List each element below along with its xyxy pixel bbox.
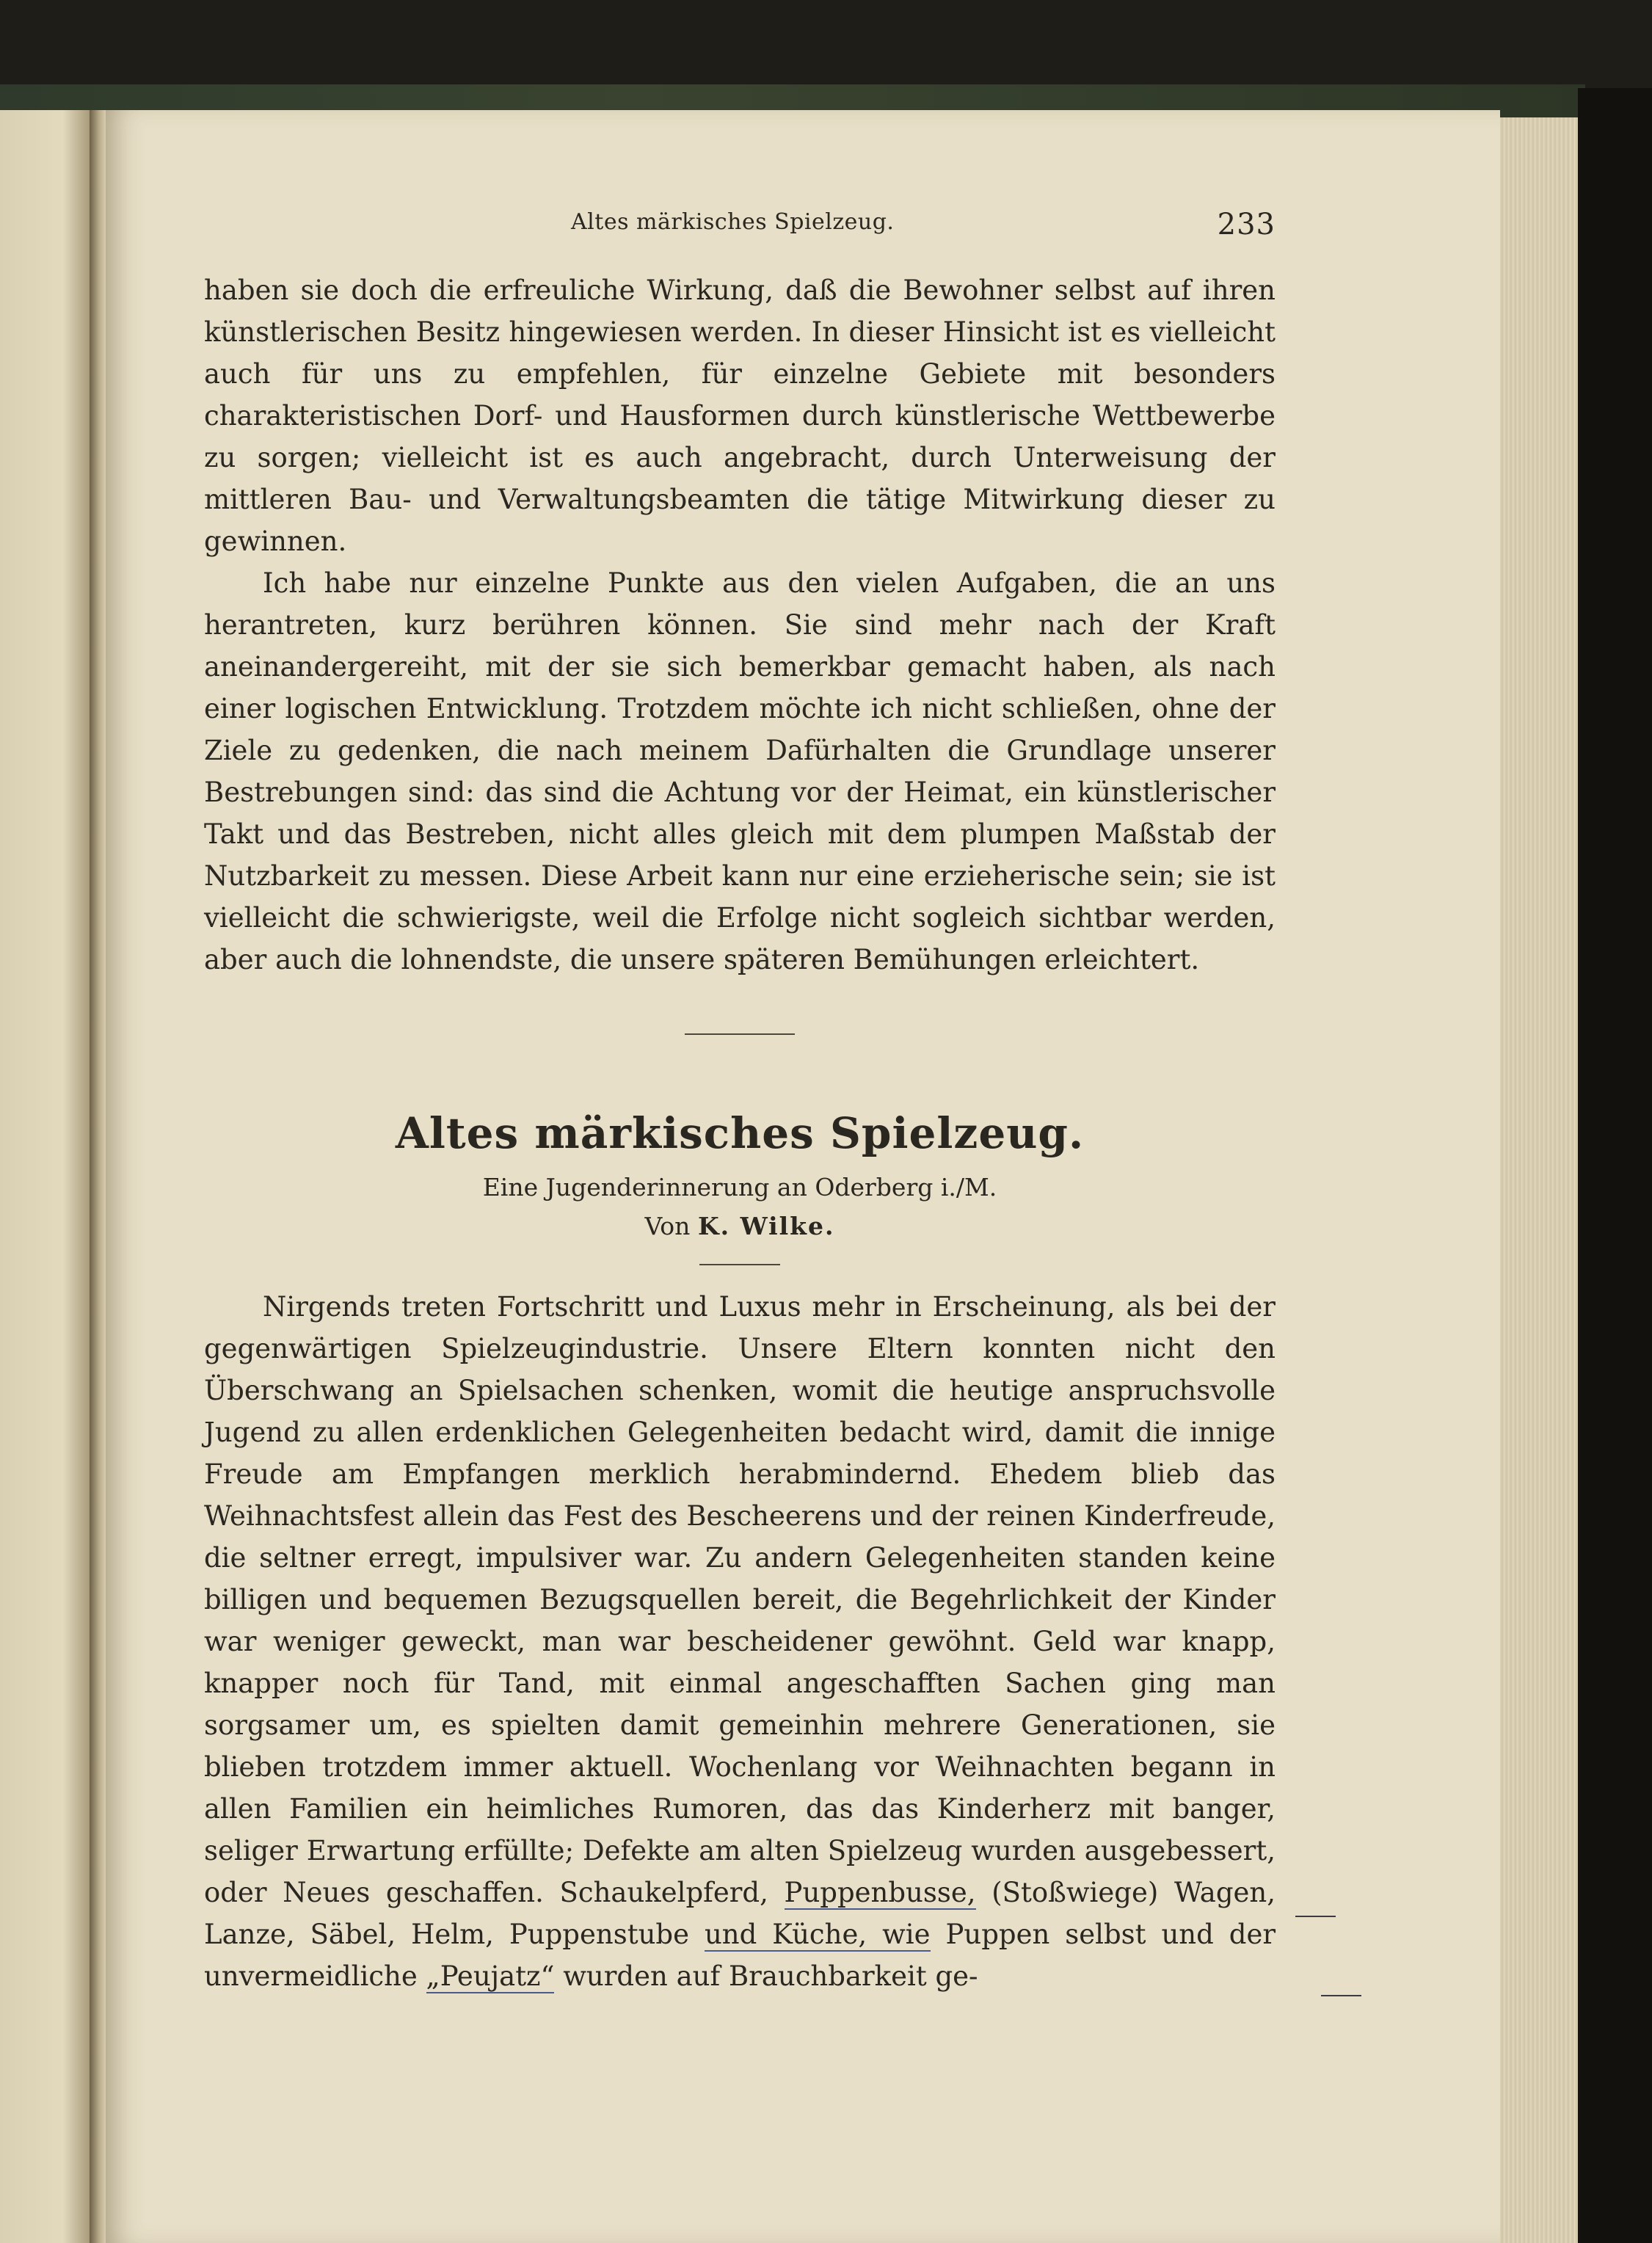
book-gutter — [90, 110, 106, 2243]
article-text-2: (Stoßwiege) Wagen, Lanze, Säbel, Helm, Puppenstube — [204, 1877, 1276, 1950]
author-name: K. Wilke. — [697, 1212, 835, 1240]
author-prefix: Von — [644, 1212, 691, 1240]
article-paragraph — [204, 1286, 1276, 1997]
running-head — [204, 209, 1276, 247]
article-text-1: Nirgends treten Fortschritt und Luxus mehr in Erscheinung, als bei der gegenwärtigen Spielzeugindustrie. Unsere Eltern konnten nicht den Überschwang an Spielsachen schenken, womit die heutige anspruchsvolle Jugend zu allen erdenklichen Gelegenheiten bedacht wird, damit die innige Freude am Empfangen merklich herabmindernd. Ehedem blieb das Weihnachtsfest allein das Fest des Bescheerens und der reinen Kinderfreude, die seltner erregt, impulsiver war. Zu andern Gelegenheiten standen keine billigen und bequemen Bezugsquellen bereit, die Begehrlichkeit der Kinder war weniger geweckt, man war bescheidener gewöhnt. Geld war knapp, knapper noch für Tand, mit einmal angeschafften Sachen ging man sorgsamer um, es spielten damit gemeinhin mehrere Generationen, sie blieben trotzdem immer aktuell. Wochenlang vor Weihnachten begann in allen Familien ein heimliches Rumoren, das das Kinderherz mit banger, seliger Erwartung erfüllte; Defekte am alten Spielzeug wurden ausgebessert, oder Neues geschaffen. Schaukelpferd, — [204, 1291, 1276, 1908]
pencil-underline-3: „Peujatz“ — [426, 1960, 555, 1992]
article-text-3: Puppen selbst und der unvermeidliche — [204, 1919, 1276, 1992]
page-stack-edges — [1500, 117, 1578, 2243]
pencil-underline-1: Puppenbusse, — [784, 1877, 976, 1908]
margin-pencil-mark — [1321, 1995, 1361, 1996]
article-title: Altes märkisches Spielzeug. — [395, 1108, 1085, 1158]
page-content — [204, 209, 1276, 1997]
paragraph-closing: Ich habe nur einzelne Punkte aus den vielen Aufgaben, die an uns herantreten, kurz berühren können. Sie sind mehr nach der Kraft aneinandergereiht, mit der sie sich bemerkbar gemacht haben, als nach einer logischen Entwicklung. Trotzdem möchte ich nicht schließen, ohne der Ziele zu gedenken, die nach meinem Dafürhalten die Grundlage unserer Bestrebungen sind: das sind die Achtung vor der Heimat, ein künstlerischer Takt und das Bestreben, nicht alles gleich mit dem plumpen Maßstab der Nutzbarkeit zu messen. Diese Arbeit kann nur eine erzieherische sein; sie ist vielleicht die schwierigste, weil die Erfolge nicht sogleich sichtbar werden, aber auch die lohnendste, die unsere späteren Bemühungen erleichtert. — [204, 567, 1276, 975]
article-author — [204, 1212, 1276, 1240]
page-number: 233 — [1217, 208, 1276, 241]
margin-pencil-mark — [1295, 1916, 1336, 1917]
pencil-underline-2: und Küche, wie — [704, 1919, 931, 1950]
article-text-4: wurden auf Brauchbarkeit ge- — [563, 1960, 978, 1992]
article-subtitle: Eine Jugenderinnerung an Oderberg i./M. — [482, 1173, 997, 1202]
scan-background — [1578, 88, 1652, 2243]
previous-page-edge — [0, 110, 90, 2243]
running-head-title: Altes märkisches Spielzeug. — [571, 209, 895, 235]
paragraph-continued: haben sie doch die erfreuliche Wirkung, daß die Bewohner selbst auf ihren künstlerischen Besitz hingewiesen werden. In dieser Hinsicht ist es vielleicht auch für uns zu empfehlen, für einzelne Gebiete mit besonders charakteristischen Dorf- und Hausformen durch künstlerische Wettbewerbe zu sorgen; vielleicht ist es auch angebracht, durch Unterweisung der mittleren Bau- und Verwaltungsbeamten die tätige Mitwirkung dieser zu gewinnen. — [204, 275, 1276, 557]
